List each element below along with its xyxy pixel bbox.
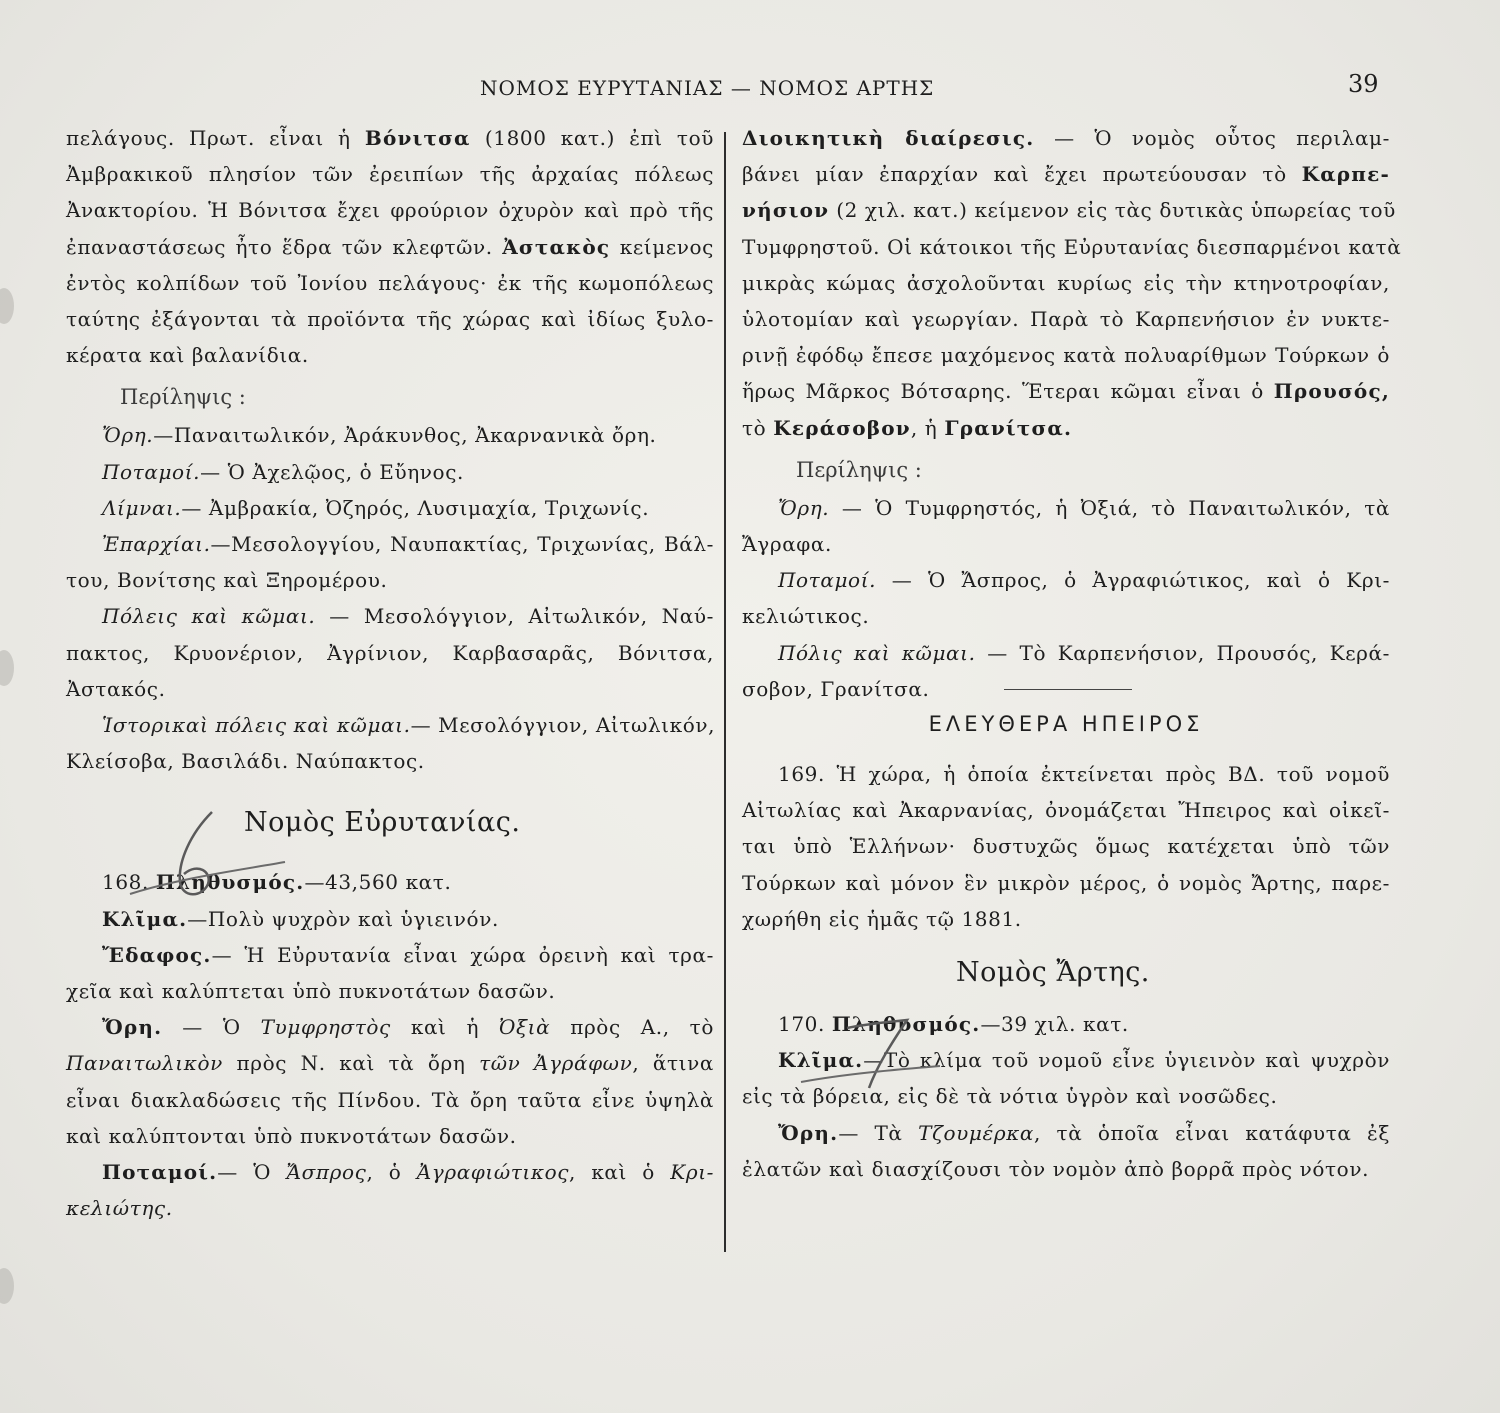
text-line (66, 120, 714, 156)
summary-line: πακτος, Κρυονέριον, Ἀγρίνιον, Καρβασαρᾶς, Βόνιτσα, (66, 640, 714, 665)
text-span: — Ἀμβρακία, Ὀζηρός, Λυσιμαχία, Τριχωνίς. (181, 495, 650, 520)
text-span: —43,560 κατ. (304, 870, 452, 895)
bold-term: Πληθυσμός. (155, 870, 305, 895)
text-line (66, 1009, 714, 1045)
summary-line (742, 635, 1390, 671)
text-line (66, 229, 714, 265)
italic-term: κελιώτης. (66, 1196, 173, 1221)
bold-term: Κλῖμα. (102, 906, 188, 931)
text-line (742, 1115, 1390, 1151)
text-line (66, 937, 714, 973)
text-span: , ἡ (910, 415, 945, 440)
text-line: Ἀμβρακικοῦ πλησίον τῶν ἐρειπίων τῆς ἀρχαίας πόλεως (66, 162, 714, 187)
text-span: καὶ ἡ (390, 1015, 500, 1040)
text-span: — Ὁ νομὸς οὗτος περιλαμ- (1034, 126, 1391, 150)
text-span: ἥρως Μᾶρκος Βότσαρης. Ἕτεραι κῶμαι εἶναι ὁ (742, 379, 1274, 404)
text-line: ται ὑπὸ Ἑλλήνων· δυστυχῶς ὅμως κατέχεται ὑπὸ τῶν (742, 834, 1390, 859)
text-span: κείμενος (610, 234, 714, 259)
summary-heading: Περίληψις : (120, 385, 246, 410)
text-line: Τούρκων καὶ μόνον ἓν μικρὸν μέρος, ὁ νομὸς Ἄρτης, παρε- (742, 870, 1390, 895)
italic-term: Ἀγραφιώτικος (416, 1160, 570, 1185)
text-line: ὑλοτομίαν καὶ γεωργίαν. Παρὰ τὸ Καρπενήσιον ἐν νυκτε- (742, 307, 1390, 332)
text-span: πελάγους. Πρωτ. εἶναι ἡ (66, 126, 365, 150)
text-span: πρὸς Ν. καὶ τὰ ὄρη (222, 1051, 480, 1076)
text-span: πρὸς Α., τὸ (550, 1015, 714, 1040)
summary-label: Πόλις καὶ κῶμαι. (778, 640, 976, 665)
italic-term: Κρι- (670, 1160, 714, 1185)
text-line: εἶναι διακλαδώσεις τῆς Πίνδου. Τὰ ὄρη ταῦτα εἶνε ὑψηλὰ (66, 1087, 714, 1112)
text-line (742, 120, 1390, 156)
column-divider (724, 132, 726, 1252)
bold-term: Πληθυσμός. (831, 1012, 981, 1037)
text-line: ταύτης ἐξάγονται τὰ προϊόντα τῆς χώρας καὶ ἰδίως ξυλο- (66, 307, 714, 332)
bold-term: Διοικητικὴ διαίρεσις. (742, 126, 1035, 150)
summary-line: του, Βονίτσης καὶ Ξηρομέρου. (66, 568, 388, 593)
summary-label: Ποταμοί. (778, 568, 877, 593)
text-line (742, 373, 1390, 409)
text-span: — Τὸ Καρπενήσιον, Προυσός, Κερά- (975, 640, 1390, 665)
text-span: , τὰ ὁποῖα εἶναι κατάφυτα ἐξ (1034, 1120, 1390, 1145)
text-line (66, 1045, 714, 1081)
text-line (742, 192, 1396, 228)
text-span: , ἅτινα (632, 1051, 714, 1076)
text-line: Αἰτωλίας καὶ Ἀκαρνανίας, ὀνομάζεται Ἤπειρος καὶ οἰκεῖ- (742, 798, 1390, 823)
summary-line (66, 417, 714, 453)
summary-line: κελιώτικος. (742, 604, 870, 629)
summary-line: Κλείσοβα, Βασιλάδι. Ναύπακτος. (66, 749, 425, 774)
bold-term: Ἀστακὸς (502, 234, 611, 259)
page-number: 39 (1348, 70, 1379, 98)
text-span: — Ὁ (162, 1015, 261, 1040)
section-heading-free-epirus: ΕΛΕΥΘΕΡΑ ΗΠΕΙΡΟΣ (928, 712, 1204, 737)
text-span: ἐπαναστάσεως ἦτο ἕδρα τῶν κλεφτῶν. (66, 234, 503, 259)
text-line (742, 156, 1390, 192)
text-line: Τυμφρηστοῦ. Οἱ κάτοικοι τῆς Εὐρυτανίας διεσπαρμένοι κατὰ (742, 234, 1402, 259)
binding-hole (0, 650, 14, 686)
handwritten-number-7 (795, 1010, 945, 1095)
summary-line: Ἀστακός. (66, 676, 166, 701)
bold-term: νήσιον (742, 198, 830, 223)
text-span: —Παναιτωλικόν, Ἀράκυνθος, Ἀκαρνανικὰ ὄρη. (153, 423, 657, 448)
text-span: — Τὰ (838, 1120, 919, 1145)
text-line: ἐντὸς κολπίδων τοῦ Ἰονίου πελάγους· ἐκ τῆς κωμοπόλεως (66, 270, 714, 295)
section-rule (1004, 689, 1132, 690)
text-span: — Ὁ (217, 1160, 287, 1185)
text-span: (1800 κατ.) ἐπὶ τοῦ (470, 126, 714, 150)
text-span: —Τὸ κλίμα τοῦ νομοῦ εἶνε ὑγιεινὸν καὶ ψυχρὸν (863, 1048, 1390, 1073)
italic-term: Παναιτωλικὸν (66, 1051, 223, 1076)
bold-term: Βόνιτσα (364, 126, 471, 150)
summary-label: Ἐπαρχίαι. (102, 532, 211, 557)
section-number: 168. (102, 870, 156, 895)
section-heading-arta: Νομὸς Ἄρτης. (956, 957, 1150, 989)
text-line (66, 1154, 714, 1190)
italic-term: Τυμφρηστὸς (260, 1015, 391, 1040)
text-span: — Μεσολόγγιον, Αἰτωλικόν, (410, 713, 716, 738)
summary-line: Ἄγραφα. (742, 532, 832, 557)
text-span: — Ὁ Τυμφρηστός, ἡ Ὀξιά, τὸ Παναιτωλικόν, τὰ (829, 495, 1390, 520)
text-line: χωρήθη εἰς ἡμᾶς τῷ 1881. (742, 906, 1022, 931)
running-head: ΝΟΜΟΣ ΕΥΡΥΤΑΝΙΑΣ — ΝΟΜΟΣ ΑΡΤΗΣ (480, 76, 935, 100)
bold-term: Ὄρη. (102, 1015, 163, 1040)
summary-label: Ποταμοί. (102, 459, 201, 484)
summary-line: σοβον, Γρανίτσα. (742, 676, 930, 701)
text-line: καὶ καλύπτονται ὑπὸ πυκνοτάτων δασῶν. (66, 1123, 517, 1148)
text-line: χεῖα καὶ καλύπτεται ὑπὸ πυκνοτάτων δασῶν. (66, 979, 556, 1004)
section-heading-eurytania: Νομὸς Εὐρυτανίας. (244, 807, 521, 839)
summary-label: Ὄρη. (102, 423, 154, 448)
summary-line (66, 490, 714, 526)
bold-term: Κεράσοβον (773, 415, 911, 440)
left-column (66, 120, 714, 1226)
summary-label: Ἱστορικαὶ πόλεις καὶ κῶμαι. (102, 713, 411, 738)
bold-term: Καρπε- (1301, 162, 1390, 187)
italic-term: Ὀξιὰ (499, 1015, 551, 1040)
text-span: τὸ (742, 415, 774, 440)
text-line (66, 1190, 714, 1226)
bold-term: Ἔδαφος. (102, 942, 212, 967)
text-span: , ὁ (366, 1160, 417, 1185)
text-line (742, 410, 1390, 446)
text-line: 169. Ἡ χώρα, ἡ ὁποία ἐκτείνεται πρὸς ΒΔ. τοῦ νομοῦ (778, 762, 1390, 787)
handwritten-number-6 (120, 800, 290, 910)
text-span: —Μεσολογγίου, Ναυπακτίας, Τριχωνίας, Βάλ- (210, 532, 714, 557)
bold-term: Κλῖμα. (778, 1048, 864, 1073)
text-span: , καὶ ὁ (569, 1160, 671, 1185)
text-line: μικρὰς κώμας ἀσχολοῦνται κυρίως εἰς τὴν κτηνοτροφίαν, (742, 270, 1390, 295)
bold-term: Ποταμοί. (102, 1160, 218, 1185)
text-line: ρινῇ ἐφόδῳ ἔπεσε μαχόμενος κατὰ πολυαρίθμων Τούρκων ὁ (742, 343, 1390, 368)
summary-line (66, 707, 714, 743)
text-span: — Μεσολόγγιον, Αἰτωλικόν, Ναύ- (315, 604, 714, 629)
summary-label: Ὄρη. (778, 495, 830, 520)
summary-line (742, 490, 1390, 526)
text-line: ἐλατῶν καὶ διασχίζουσι τὸν νομὸν ἀπὸ βορρᾶ πρὸς νότον. (742, 1156, 1370, 1181)
summary-heading: Περίληψις : (796, 457, 922, 482)
bold-term: Προυσός, (1273, 379, 1390, 404)
text-line: Ἀνακτορίου. Ἡ Βόνιτσα ἔχει φρούριον ὀχυρὸν καὶ πρὸ τῆς (66, 198, 714, 223)
text-span: βάνει μίαν ἐπαρχίαν καὶ ἔχει πρωτεύουσαν τὸ (742, 162, 1302, 187)
summary-label: Λίμναι. (102, 495, 182, 520)
text-line: κέρατα καὶ βαλανίδια. (66, 343, 309, 368)
bold-term: Ὄρη. (778, 1120, 839, 1145)
text-span: — Ὁ Ἀχελῷος, ὁ Εὔηνος. (200, 459, 464, 484)
text-span: —Πολὺ ψυχρὸν καὶ ὑγιεινόν. (187, 906, 499, 931)
bold-term: Γρανίτσα. (944, 415, 1073, 440)
summary-label: Πόλεις καὶ κῶμαι. (102, 604, 316, 629)
section-number: 170. (778, 1012, 832, 1037)
text-span: — Ἡ Εὐρυτανία εἶναι χώρα ὀρεινὴ καὶ τρα- (211, 942, 714, 967)
text-span: —39 χιλ. κατ. (980, 1012, 1129, 1037)
summary-line (742, 562, 1390, 598)
italic-term: Ἄσπρος (286, 1160, 367, 1185)
summary-line (66, 526, 714, 562)
summary-line (66, 598, 714, 634)
text-span: (2 χιλ. κατ.) κείμενον εἰς τὰς δυτικὰς ὑπωρείας τοῦ (829, 198, 1396, 223)
binding-hole (0, 1268, 14, 1304)
italic-term: τῶν Ἀγράφων (479, 1051, 633, 1076)
text-line: εἰς τὰ βόρεια, εἰς δὲ τὰ νότια ὑγρὸν καὶ νοσῶδες. (742, 1084, 1278, 1109)
italic-term: Τζουμέρκα (918, 1120, 1035, 1145)
summary-line (66, 454, 714, 490)
text-span: — Ὁ Ἄσπρος, ὁ Ἀγραφιώτικος, καὶ ὁ Κρι- (876, 568, 1390, 593)
binding-hole (0, 288, 14, 324)
